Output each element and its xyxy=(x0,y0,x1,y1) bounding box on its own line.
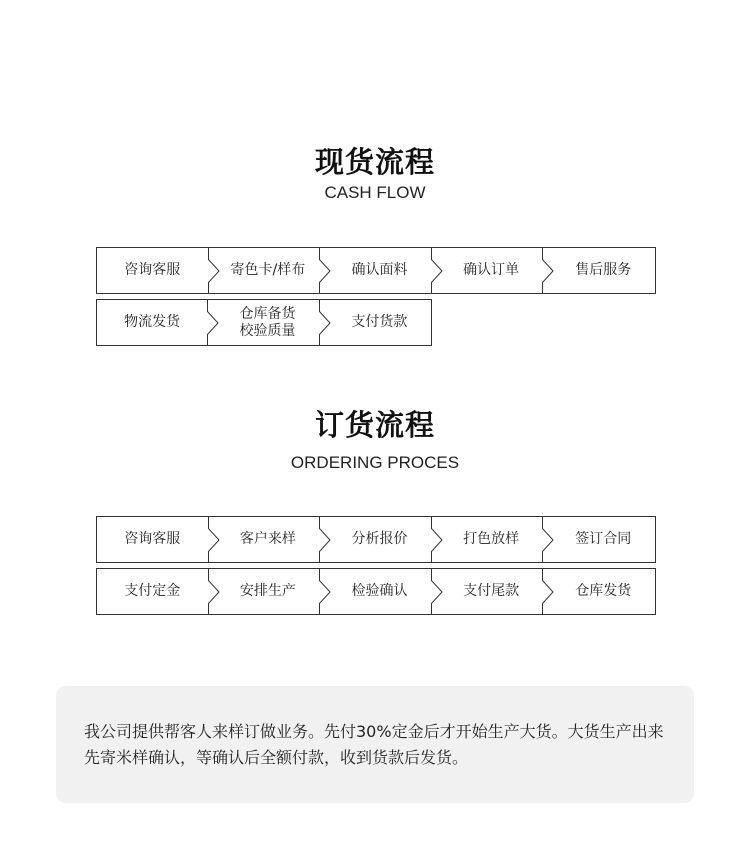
ordering-flow-subtitle: ORDERING PROCES xyxy=(290,453,460,472)
chevron-right-icon xyxy=(431,259,443,283)
ordering-flow-title: 订货流程 xyxy=(314,408,435,442)
flow-step xyxy=(97,517,209,562)
flow-step xyxy=(209,248,321,293)
flow-step-label: 支付尾款 xyxy=(463,583,520,599)
flow-step xyxy=(208,300,319,345)
flow-step xyxy=(432,248,544,293)
chevron-right-icon xyxy=(431,528,443,552)
ordering-note-box xyxy=(56,686,694,803)
flow-step-label: 寄色卡/样布 xyxy=(230,262,306,278)
chevron-right-icon xyxy=(319,311,331,335)
flow-step-label: 咨询客服 xyxy=(124,262,181,278)
chevron-right-icon xyxy=(208,259,220,283)
flow-step-label: 支付货款 xyxy=(351,314,408,330)
flow-step-label: 分析报价 xyxy=(351,531,408,547)
flow-step xyxy=(97,569,209,614)
flow-step xyxy=(543,517,655,562)
flow-step xyxy=(97,248,209,293)
flow-step xyxy=(432,517,544,562)
chevron-right-icon xyxy=(208,528,220,552)
chevron-right-icon xyxy=(319,528,331,552)
cash-flow-title: 现货流程 xyxy=(314,145,435,179)
flow-step-label: 签订合同 xyxy=(575,531,632,547)
flow-step-label: 检验确认 xyxy=(351,583,408,599)
flow-step-label: 打色放样 xyxy=(463,531,520,547)
flow-step xyxy=(209,569,321,614)
ordering-flow-row-2 xyxy=(96,568,656,615)
flow-step-label: 支付定金 xyxy=(124,583,181,599)
flow-step-label: 客户来样 xyxy=(239,531,296,547)
chevron-right-icon xyxy=(542,259,554,283)
flow-step xyxy=(320,517,432,562)
flow-step-label: 确认面料 xyxy=(351,262,408,278)
flow-step xyxy=(432,569,544,614)
flow-step-label: 仓库备货 校验质量 xyxy=(239,305,296,339)
flow-step-label: 安排生产 xyxy=(239,583,296,599)
chevron-right-icon xyxy=(319,580,331,604)
flow-step xyxy=(209,517,321,562)
flow-step xyxy=(320,300,431,345)
chevron-right-icon xyxy=(207,311,219,335)
flow-step-label: 仓库发货 xyxy=(575,583,632,599)
flow-step-label: 确认订单 xyxy=(463,262,520,278)
chevron-right-icon xyxy=(319,259,331,283)
cash-flow-row-2 xyxy=(96,299,432,346)
chevron-right-icon xyxy=(431,580,443,604)
flow-step-label: 售后服务 xyxy=(575,262,632,278)
flow-step xyxy=(97,300,208,345)
flow-step xyxy=(320,569,432,614)
flow-step xyxy=(543,569,655,614)
ordering-flow-row-1 xyxy=(96,516,656,563)
chevron-right-icon xyxy=(542,528,554,552)
flow-step xyxy=(320,248,432,293)
flow-step-label: 物流发货 xyxy=(124,314,181,330)
flow-step-label: 咨询客服 xyxy=(124,531,181,547)
chevron-right-icon xyxy=(208,580,220,604)
cash-flow-row-1 xyxy=(96,247,656,294)
cash-flow-subtitle: CASH FLOW xyxy=(324,183,426,202)
ordering-note-text: 我公司提供帮客人来样订做业务。先付30%定金后才开始生产大货。大货生产出来先寄米样确认，等确认后全额付款，收到货款后发货。 xyxy=(84,722,664,767)
chevron-right-icon xyxy=(542,580,554,604)
flow-step xyxy=(543,248,655,293)
